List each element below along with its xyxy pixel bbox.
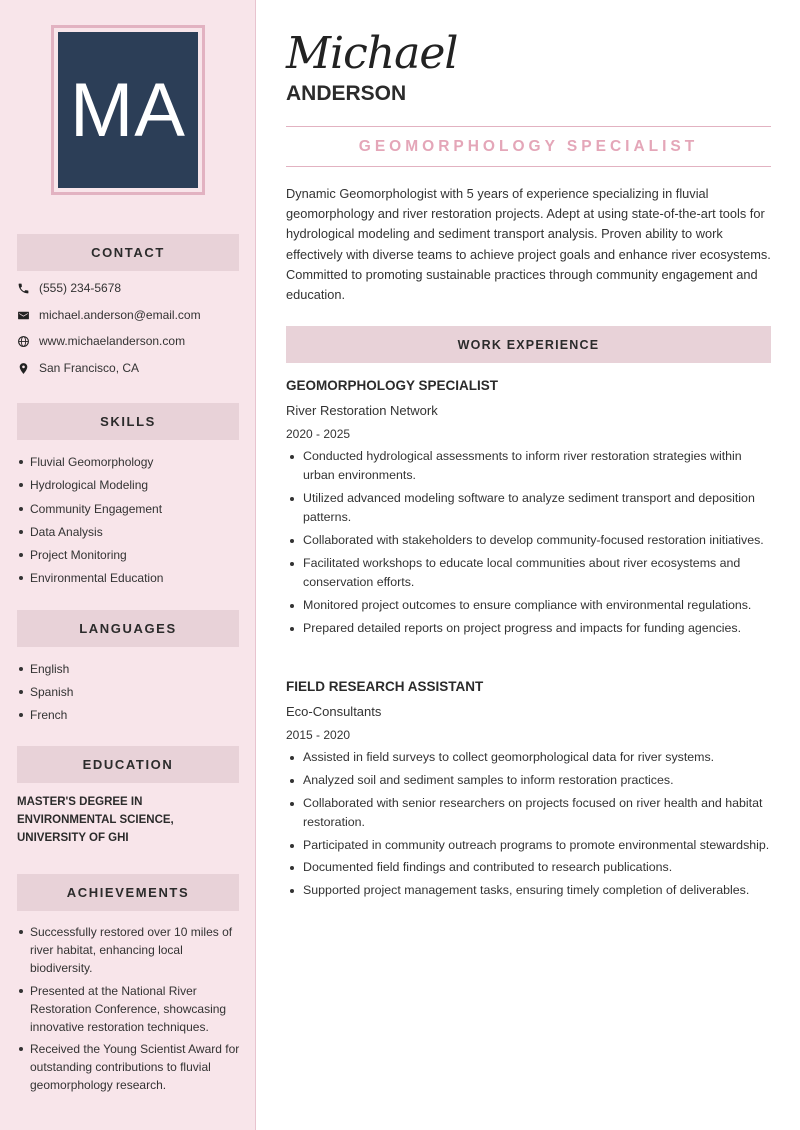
- email-text[interactable]: michael.anderson@email.com: [39, 308, 201, 322]
- envelope-icon: [17, 309, 30, 322]
- skill-item: Community Engagement: [17, 500, 242, 518]
- job-company: Eco-Consultants: [286, 704, 382, 719]
- contact-location: [17, 359, 139, 377]
- job-bullet: Supported project management tasks, ensuring timely completion of deliverables.: [286, 881, 771, 900]
- achievements-list: [17, 923, 242, 1099]
- job-dates: 2015 - 2020: [286, 728, 351, 742]
- achievement-item: Presented at the National River Restoration Conference, showcasing innovative restoration techniques.: [17, 982, 242, 1036]
- contact-heading: CONTACT: [17, 234, 239, 271]
- profile-summary: Dynamic Geomorphologist with 5 years of experience specializing in fluvial geomorphology and river restoration projects. Adept at using state-of-the-art tools for hydrological modeling and sediment transport analysis. Proven ability to work effectively with diverse teams to achieve project goals and enhance river ecosystems. Committed to promoting sustainable practices through community engagement and education.: [286, 186, 771, 303]
- job-title: GEOMORPHOLOGY SPECIALIST: [358, 138, 699, 155]
- contact-email: [17, 306, 201, 324]
- job-bullet: Facilitated workshops to educate local communities about river ecosystems and conservation efforts.: [286, 554, 771, 592]
- phone-icon: [17, 282, 30, 295]
- job-bullet: Collaborated with stakeholders to develop community-focused restoration initiatives.: [286, 531, 771, 550]
- map-pin-icon: [17, 362, 30, 375]
- language-item: English: [17, 660, 242, 678]
- languages-list: [17, 660, 242, 730]
- skills-list: [17, 453, 242, 593]
- job-dates: 2020 - 2025: [286, 427, 351, 441]
- job-bullet: Documented field findings and contributed to research publications.: [286, 858, 771, 877]
- first-name: Michael: [286, 28, 458, 79]
- job-bullet: Assisted in field surveys to collect geomorphological data for river systems.: [286, 748, 771, 767]
- job-entry: [286, 679, 771, 904]
- skill-item: Data Analysis: [17, 523, 242, 541]
- job-bullet: Prepared detailed reports on project progress and impacts for funding agencies.: [286, 619, 771, 638]
- phone-text[interactable]: (555) 234-5678: [39, 281, 122, 295]
- language-item: Spanish: [17, 683, 242, 701]
- achievement-item: Successfully restored over 10 miles of river habitat, enhancing local biodiversity.: [17, 923, 242, 977]
- skill-item: Fluvial Geomorphology: [17, 453, 242, 471]
- monogram: MA: [58, 32, 198, 188]
- website-text[interactable]: www.michaelanderson.com: [39, 334, 186, 348]
- job-bullet: Analyzed soil and sediment samples to inform restoration practices.: [286, 771, 771, 790]
- contact-website: [17, 332, 185, 350]
- achievements-heading: ACHIEVEMENTS: [17, 874, 239, 911]
- job-bullets: [286, 447, 771, 638]
- job-entry: [286, 378, 771, 641]
- job-company: River Restoration Network: [286, 403, 438, 418]
- job-bullets: [286, 748, 771, 900]
- job-bullet: Conducted hydrological assessments to inform river restoration strategies within urban environments.: [286, 447, 771, 485]
- job-bullet: Utilized advanced modeling software to analyze sediment transport and deposition patterns.: [286, 489, 771, 527]
- language-item: French: [17, 706, 242, 724]
- skills-heading: SKILLS: [17, 403, 239, 440]
- job-bullet: Monitored project outcomes to ensure compliance with environmental regulations.: [286, 596, 771, 615]
- work-experience-heading: WORK EXPERIENCE: [286, 326, 771, 363]
- education-heading: EDUCATION: [17, 746, 239, 783]
- globe-icon: [17, 335, 30, 348]
- skill-item: Project Monitoring: [17, 546, 242, 564]
- achievement-item: Received the Young Scientist Award for outstanding contributions to fluvial geomorphology research.: [17, 1040, 242, 1094]
- title-rule-bottom: [286, 166, 771, 167]
- job-role: GEOMORPHOLOGY SPECIALIST: [286, 378, 499, 393]
- job-role: FIELD RESEARCH ASSISTANT: [286, 679, 484, 694]
- job-bullet: Collaborated with senior researchers on projects focused on river health and habitat restoration.: [286, 794, 771, 832]
- monogram-frame: [51, 25, 205, 195]
- title-rule-top: [286, 126, 771, 127]
- contact-phone: [17, 279, 121, 297]
- skill-item: Hydrological Modeling: [17, 476, 242, 494]
- last-name: ANDERSON: [286, 82, 407, 105]
- job-bullet: Participated in community outreach programs to promote environmental stewardship.: [286, 836, 771, 855]
- location-text: San Francisco, CA: [39, 361, 140, 375]
- sidebar: [0, 0, 256, 1130]
- skill-item: Environmental Education: [17, 569, 242, 587]
- education-degree: MASTER'S DEGREE IN ENVIRONMENTAL SCIENCE, UNIVERSITY OF GHI: [17, 796, 174, 844]
- languages-heading: LANGUAGES: [17, 610, 239, 647]
